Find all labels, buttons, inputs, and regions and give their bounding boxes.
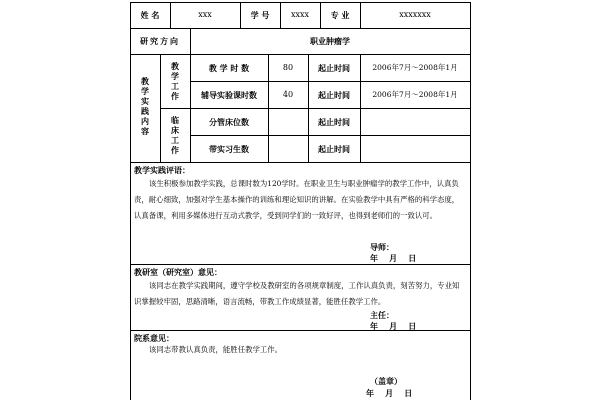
department-date: 年 月 日	[370, 321, 417, 331]
student-id-value: xxxx	[290, 10, 310, 19]
evaluation-text: 该生积极参加教学实践，总课时数为120学时。在职业卫生与职业肿瘤学的教学工作中，认真负责，耐心细致，加强对学生基本操作的训练和理论知识的讲解。在实验教学中具有严格的科学态度，认真备课，利用多媒体进行互动式教学，受到同学们的一致好评，也得到老师们的一致认可。	[134, 179, 460, 220]
rule	[130, 54, 470, 55]
advisor-signature-label: 导师：	[370, 242, 394, 252]
rule	[160, 54, 161, 162]
research-direction-label: 研究方向	[140, 36, 180, 46]
institute-title: 院系意见：	[134, 333, 174, 343]
rule	[160, 108, 470, 109]
interns-label: 带实习生数	[209, 144, 249, 154]
beds-period-label: 起止时间	[318, 117, 350, 127]
director-signature-label: 主任：	[370, 310, 394, 320]
lab-period-label: 起止时间	[318, 90, 350, 100]
lab-period-value: 2006年7月～2008年1月	[372, 90, 458, 99]
rule	[470, 2, 471, 400]
rule	[130, 264, 470, 265]
lab-hours-value: 40	[282, 90, 294, 99]
name-label: 姓 名	[140, 10, 160, 20]
teaching-hours-value: 80	[282, 63, 294, 72]
evaluation-date: 年 月 日	[370, 253, 417, 263]
student-id-label: 学 号	[250, 10, 270, 20]
major-label: 专 业	[330, 10, 350, 20]
department-title: 教研室（研究室）意见：	[134, 267, 222, 277]
interns-period-label: 起止时间	[318, 144, 350, 154]
rule	[130, 28, 470, 29]
teaching-period-label: 起止时间	[318, 63, 350, 73]
rule	[190, 81, 470, 82]
teaching-period-value: 2006年7月～2008年1月	[372, 63, 458, 72]
department-text: 该同志在教学实践期间，遵守学校及教研室的各项规章制度，工作认真负责，刻苦努力，专业知识掌握较牢固，思路清晰，语言流畅，带教工作成绩显著，能胜任教学工作。	[134, 281, 460, 306]
rule	[190, 135, 470, 136]
rule	[130, 162, 470, 163]
institute-date: 年 月 日	[366, 388, 413, 398]
rule	[130, 2, 470, 3]
major-value: xxxxxxx	[399, 10, 431, 19]
institute-text: 该同志带教认真负责，能胜任教学工作。	[149, 345, 283, 354]
practice-side-label: 教学实践内容	[141, 76, 149, 136]
name-value: xxx	[198, 10, 212, 19]
lab-hours-label: 辅导实验课时数	[201, 90, 257, 100]
practice-form	[130, 0, 470, 400]
research-direction-value: 职业肿瘤学	[310, 36, 350, 46]
rule	[130, 330, 470, 331]
teaching-hours-label: 教 学 时 数	[208, 63, 250, 73]
rule	[130, 2, 131, 400]
beds-label: 分管床位数	[209, 117, 249, 127]
teaching-work-label: 教学工作	[171, 61, 179, 101]
clinical-work-label: 临床工作	[171, 115, 179, 155]
seal-label: （盖章）	[370, 376, 402, 386]
evaluation-title: 教学实践评语：	[134, 165, 190, 175]
